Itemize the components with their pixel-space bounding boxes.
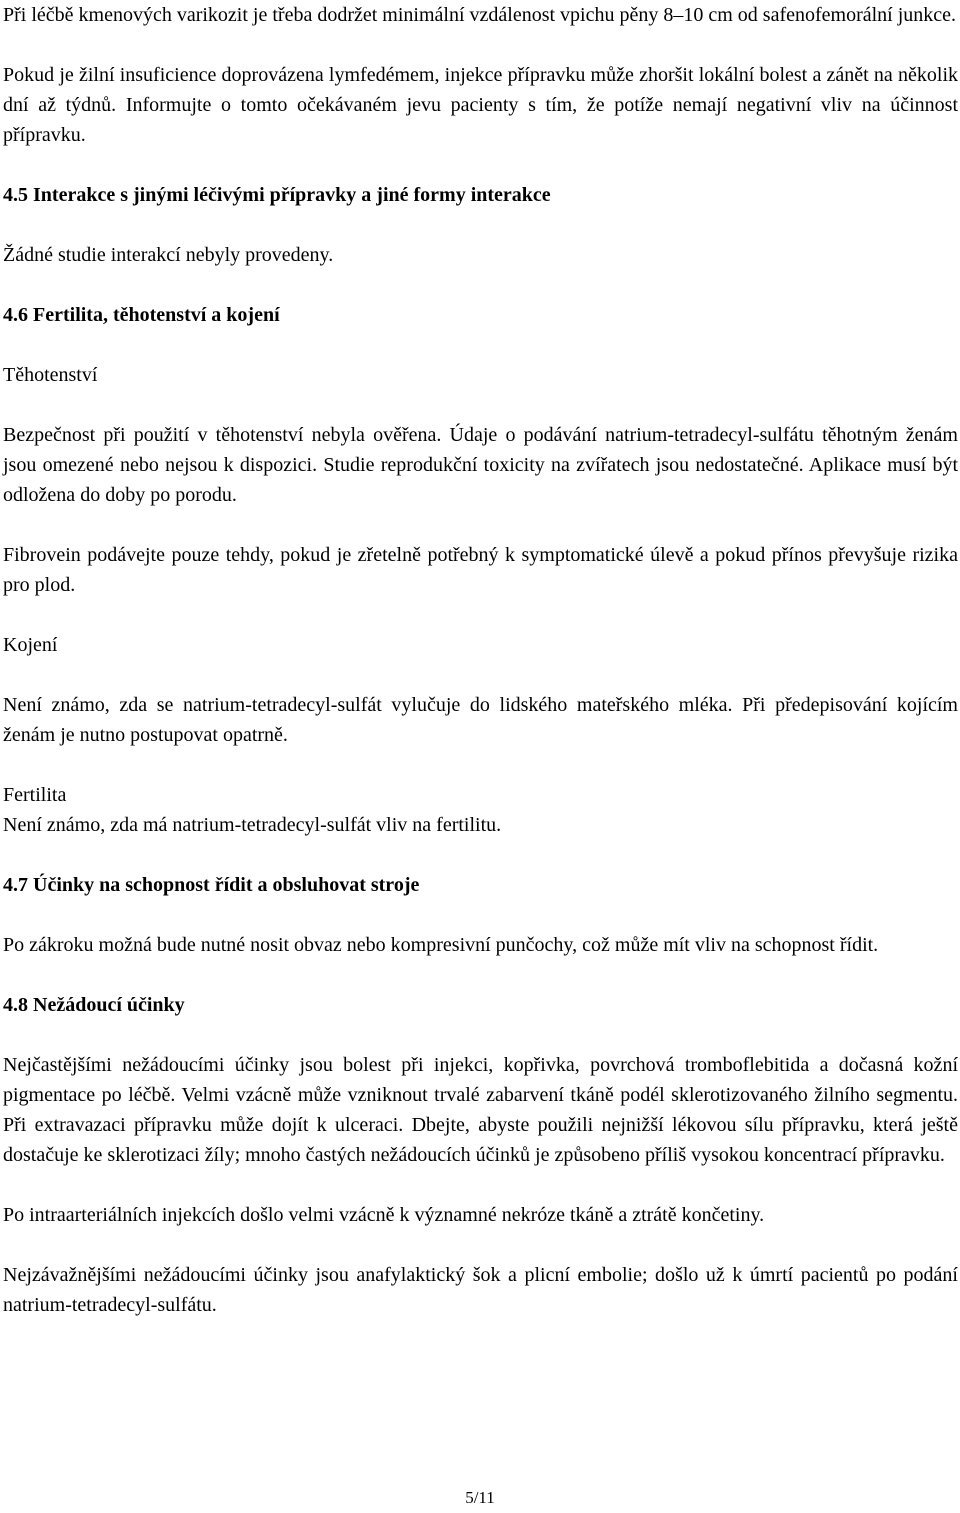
paragraph-adverse-effects: Nejčastějšími nežádoucími účinky jsou bolest při injekci, kopřivka, povrchová tromboflebitida a dočasná kožní pigmentace po léčbě. Velmi vzácně může vzniknout trvalé zabarvení tkáně podél sklerotizovaného žilního segmentu. Při extravazaci přípravku může dojít k ulceraci. Dbejte, abyste použili nejnižší lékovou sílu přípravku, která ještě dostačuje ke sklerotizaci žíly; mnoho častých nežádoucích účinků je způsobeno příliš vysokou koncentrací přípravku. — [3, 1054, 958, 1166]
heading-4-7: 4.7 Účinky na schopnost řídit a obsluhovat stroje — [3, 874, 420, 896]
paragraph-serious-effects: Nejzávažnějšími nežádoucími účinky jsou anafylaktický šok a plicní embolie; došlo už k úmrtí pacientů po podání natrium-tetradecyl-sulfátu. — [3, 1264, 958, 1316]
paragraph-intraarterial: Po intraarteriálních injekcích došlo velmi vzácně k významné nekróze tkáně a ztrátě končetiny. — [3, 1204, 765, 1226]
paragraph-pregnancy-safety: Bezpečnost při použití v těhotenství nebyla ověřena. Údaje o podávání natrium-tetradecyl-sulfátu těhotným ženám jsou omezené nebo nejsou k dispozici. Studie reprodukční toxicity na zvířatech jsou nedostatečné. Aplikace musí být odložena do doby po porodu. — [3, 424, 958, 506]
paragraph-driving: Po zákroku možná bude nutné nosit obvaz nebo kompresivní punčochy, což může mít vliv na schopnost řídit. — [3, 934, 879, 956]
heading-4-6: 4.6 Fertilita, těhotenství a kojení — [3, 304, 280, 326]
heading-4-5: 4.5 Interakce s jinými léčivými přípravky a jiné formy interakce — [3, 184, 551, 206]
subheading-lactation: Kojení — [3, 634, 58, 656]
paragraph-interactions: Žádné studie interakcí nebyly provedeny. — [3, 244, 334, 266]
paragraph-fertility: Není známo, zda má natrium-tetradecyl-sulfát vliv na fertilitu. — [3, 814, 502, 836]
subheading-pregnancy: Těhotenství — [3, 364, 98, 386]
paragraph-fibrovein-use: Fibrovein podávejte pouze tehdy, pokud je zřetelně potřebný k symptomatické úlevě a pokud přínos převyšuje rizika pro plod. — [3, 544, 958, 596]
page-number: 5/11 — [465, 1488, 495, 1507]
paragraph-lymphedema: Pokud je žilní insuficience doprovázena lymfedémem, injekce přípravku může zhoršit lokální bolest a zánět na několik dní až týdnů. Informujte o tomto očekávaném jevu pacienty s tím, že potíže nemají negativní vliv na účinnost přípravku. — [3, 64, 958, 146]
subheading-fertility: Fertilita — [3, 784, 67, 806]
document-page — [3, 0, 958, 1320]
heading-4-8: 4.8 Nežádoucí účinky — [3, 994, 185, 1016]
paragraph-injection-distance: Při léčbě kmenových varikozit je třeba dodržet minimální vzdálenost vpichu pěny 8–10 cm od safenofemorální junkce. — [3, 4, 957, 26]
paragraph-lactation: Není známo, zda se natrium-tetradecyl-sulfát vylučuje do lidského mateřského mléka. Při předepisování kojícím ženám je nutno postupovat opatrně. — [3, 694, 958, 746]
